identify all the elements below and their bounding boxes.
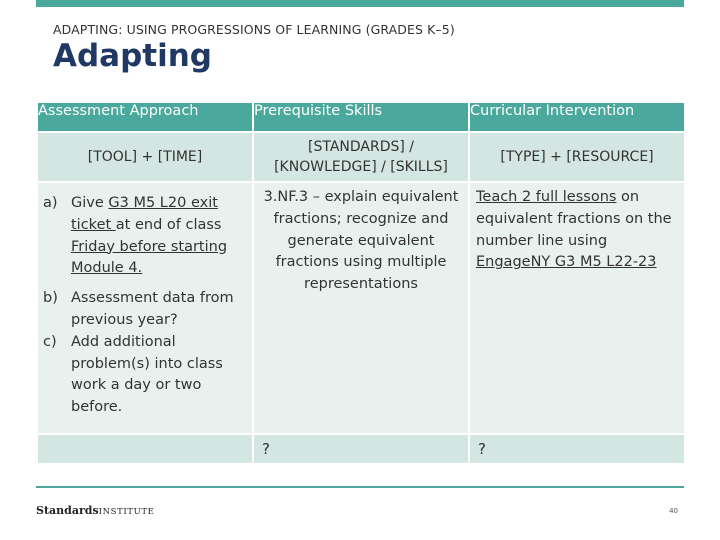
assessment-item-b bbox=[38, 288, 246, 332]
column-header-prerequisite: Prerequisite Skills bbox=[253, 102, 469, 132]
slide-title: Adapting bbox=[53, 38, 212, 74]
template-intervention: [TYPE] + [RESOURCE] bbox=[469, 132, 685, 182]
bottom-assessment bbox=[37, 434, 253, 464]
assessment-cell bbox=[37, 182, 253, 434]
exit-ticket-link[interactable]: G3 M5 L20 exit ticket bbox=[71, 195, 218, 233]
intervention-cell bbox=[469, 182, 685, 434]
teach-lessons-link[interactable]: Teach 2 full lessons bbox=[476, 189, 617, 205]
item-b-text: Assessment data from previous year? bbox=[71, 290, 234, 328]
bottom-row bbox=[37, 434, 685, 464]
item-marker: c) bbox=[43, 333, 57, 350]
column-header-intervention: Curricular Intervention bbox=[469, 102, 685, 132]
item-marker: a) bbox=[43, 195, 58, 211]
slide-subtitle: ADAPTING: USING PROGRESSIONS OF LEARNING (GRADES K–5) bbox=[53, 22, 455, 37]
template-assessment: [TOOL] + [TIME] bbox=[37, 132, 253, 182]
brand-bold: Standards bbox=[36, 504, 99, 517]
table-header-row bbox=[37, 102, 685, 132]
template-prerequisite bbox=[253, 132, 469, 182]
template-row bbox=[37, 132, 685, 182]
module-start-link[interactable]: Friday before starting Module 4. bbox=[71, 238, 228, 277]
content-row bbox=[37, 182, 685, 434]
adapting-table bbox=[36, 101, 686, 465]
assessment-item-a bbox=[38, 193, 246, 280]
item-c-text: Add additional problem(s) into class work a day or two before. bbox=[71, 333, 223, 416]
column-header-assessment: Assessment Approach bbox=[37, 102, 253, 132]
intervention-mid: on equivalent fractions on the number line using bbox=[476, 189, 672, 249]
item-a-mid: at end of class bbox=[115, 216, 222, 233]
prerequisite-cell: 3.NF.3 – explain equivalent fractions; recognize and generate equivalent fractions using multiple representations bbox=[253, 182, 469, 434]
template-prerequisite-text: [STANDARDS] / [KNOWLEDGE] / [SKILLS] bbox=[274, 139, 448, 175]
bottom-prerequisite: ? bbox=[253, 434, 469, 464]
standards-institute-logo bbox=[36, 504, 154, 517]
bottom-intervention: ? bbox=[469, 434, 685, 464]
assessment-item-c bbox=[38, 332, 246, 419]
top-accent-bar bbox=[36, 0, 684, 7]
engageny-link[interactable]: EngageNY G3 M5 L22-23 bbox=[476, 254, 657, 271]
assessment-list bbox=[38, 183, 252, 419]
page-number: 40 bbox=[669, 507, 678, 515]
item-a-pre: Give bbox=[71, 195, 109, 211]
item-marker: b) bbox=[43, 290, 58, 307]
brand-rest: INSTITUTE bbox=[98, 507, 155, 517]
footer-divider bbox=[36, 486, 684, 488]
